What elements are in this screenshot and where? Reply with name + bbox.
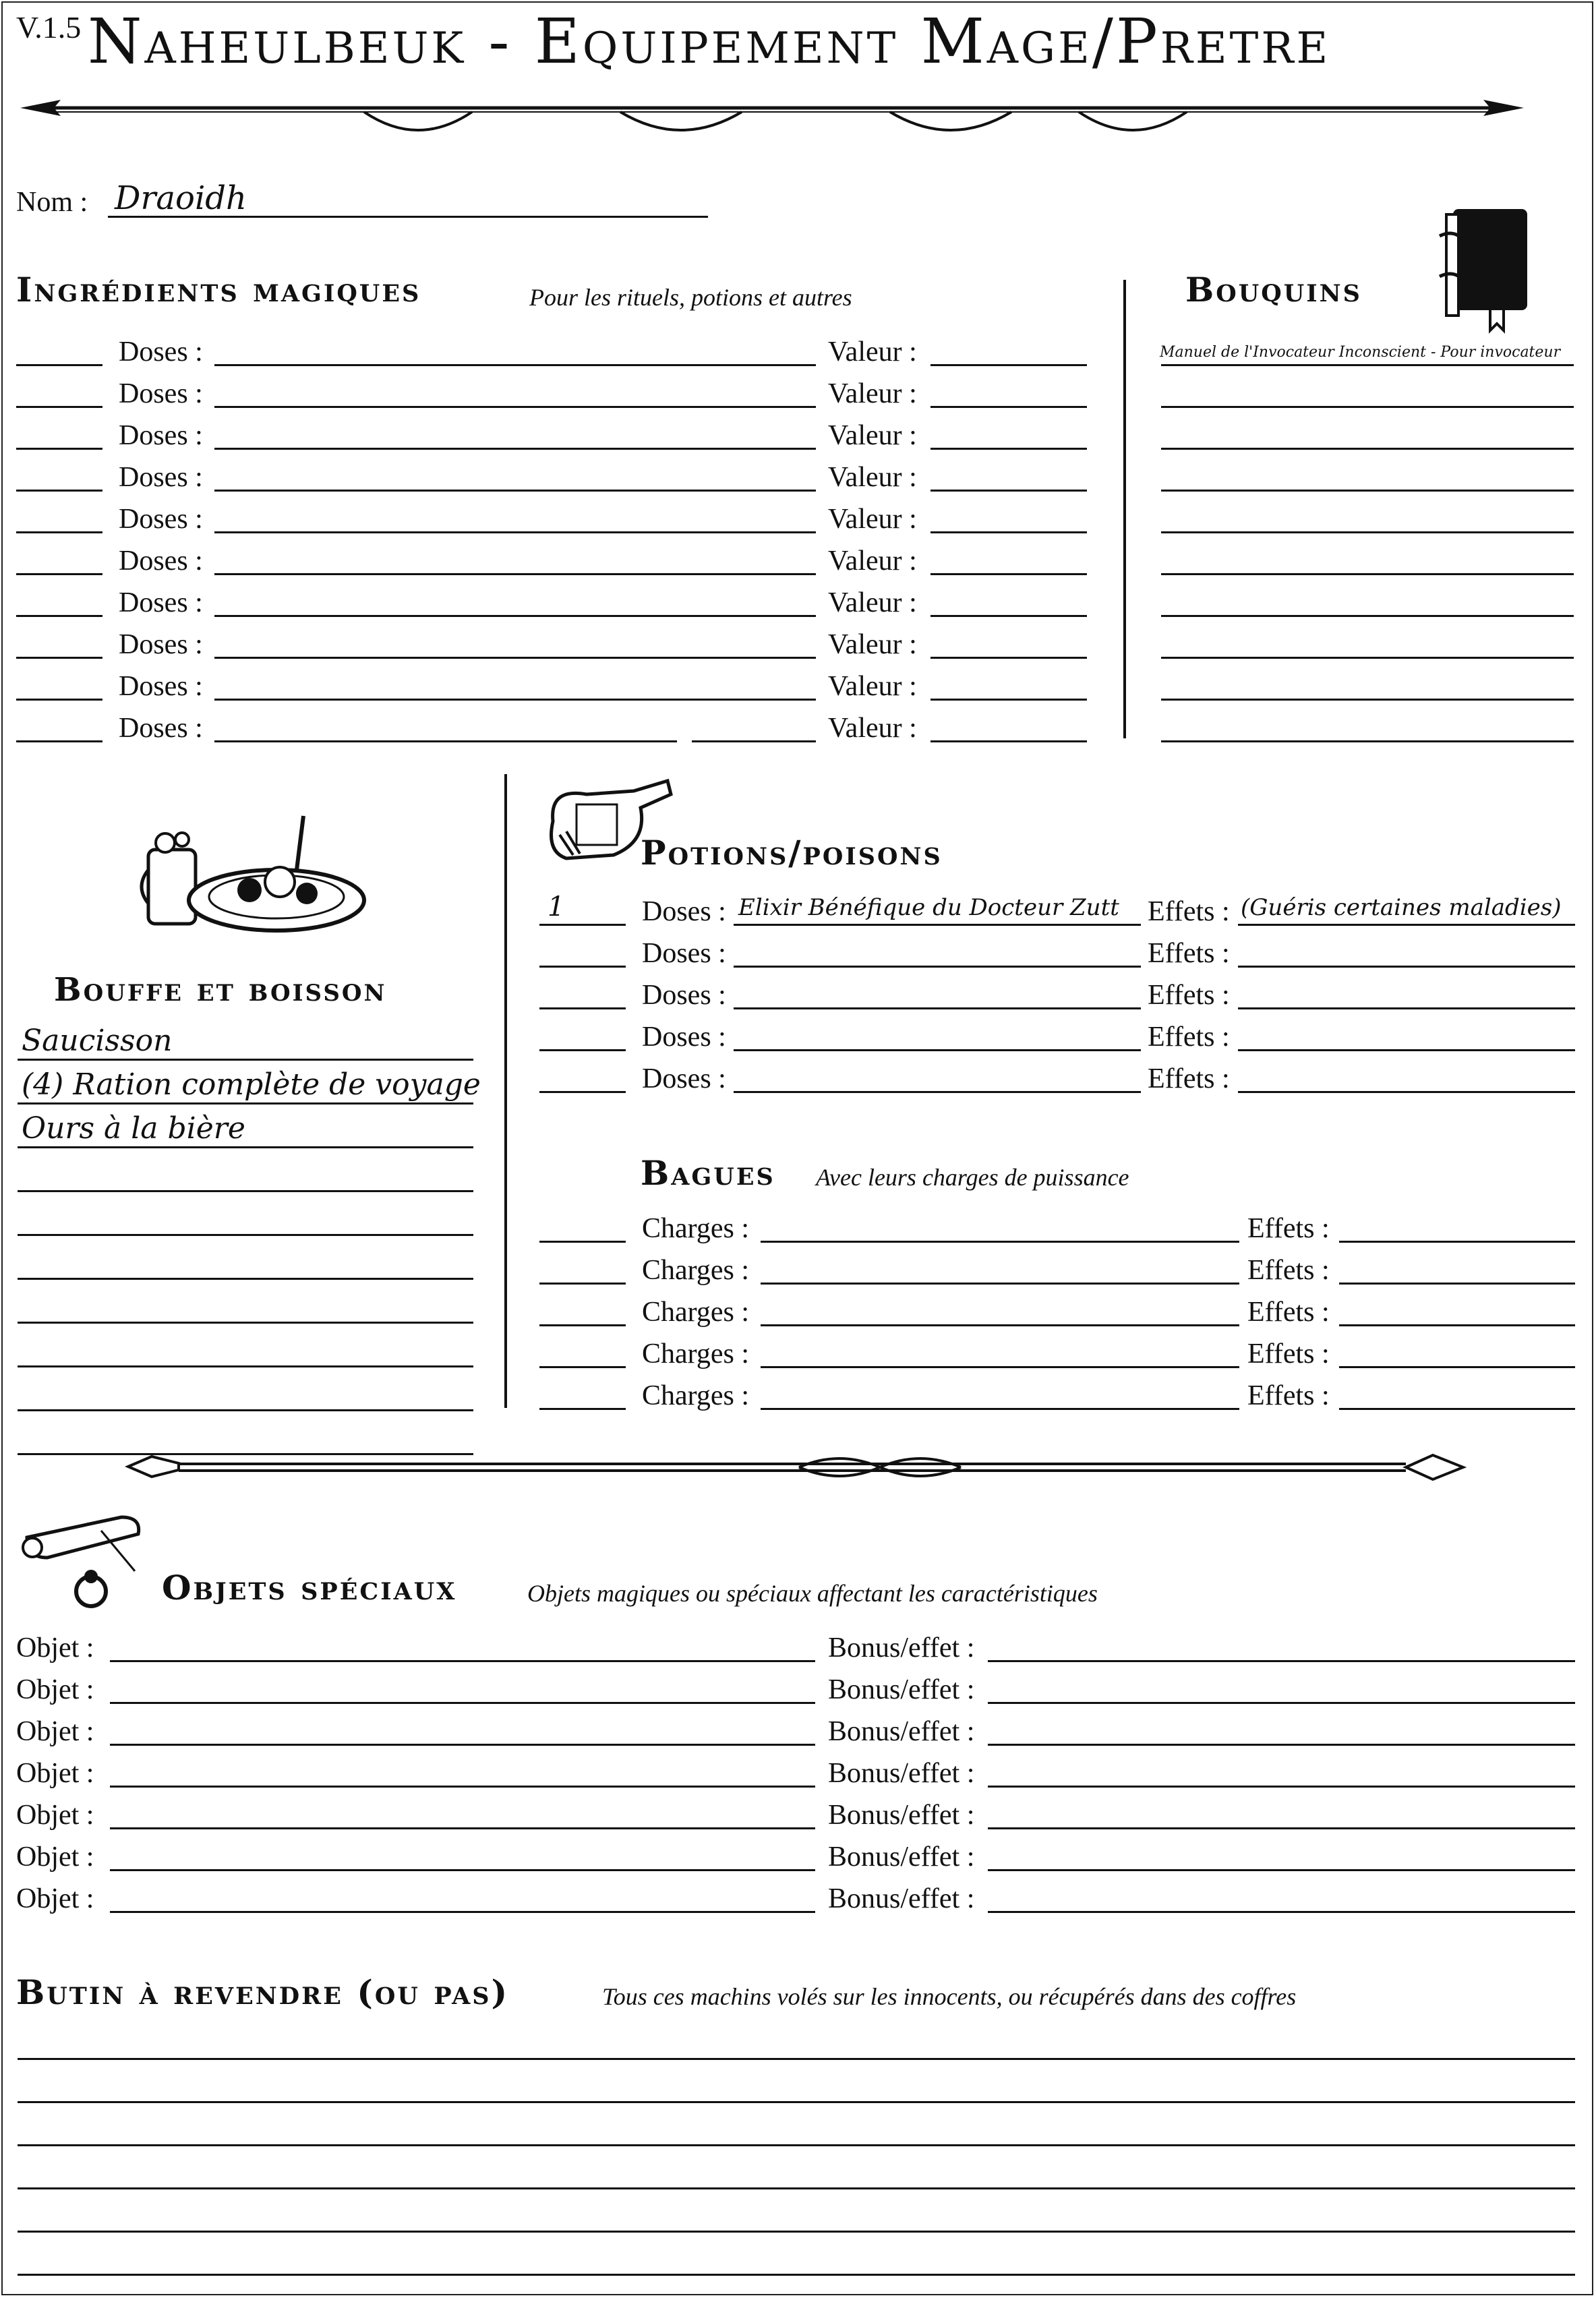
potion-name-line — [734, 966, 1141, 968]
bouquin-line[interactable] — [1161, 657, 1574, 659]
bouffe-line — [18, 1190, 473, 1192]
objet-line[interactable] — [110, 1827, 815, 1829]
objets-subtitle: Objets magiques ou spéciaux affectant les caractéristiques — [527, 1580, 1098, 1607]
bouquin-line[interactable] — [1161, 615, 1574, 617]
potion-effets-label: Effets : — [1148, 938, 1230, 969]
objet-label: Objet : — [16, 1842, 94, 1873]
potion-qty-line — [539, 924, 626, 926]
bague-effets-label: Effets : — [1247, 1213, 1330, 1244]
ingredient-doses-label: Doses : — [119, 378, 203, 409]
bague-effets-line[interactable] — [1339, 1324, 1575, 1326]
potion-effet-line — [1238, 924, 1575, 926]
butin-line[interactable] — [18, 2144, 1575, 2146]
bague-effets-line[interactable] — [1339, 1366, 1575, 1368]
potion-effets-label: Effets : — [1148, 1063, 1230, 1094]
ingredient-valeur-label: Valeur : — [828, 420, 917, 451]
butin-line[interactable] — [18, 2274, 1575, 2276]
name-value[interactable]: Draoidh — [115, 179, 247, 217]
bouffe-title: Bouffe et boisson — [54, 971, 387, 1009]
potion-effet-line — [1238, 1091, 1575, 1093]
bague-qty-line[interactable] — [539, 1324, 626, 1326]
potion-effet-line — [1238, 966, 1575, 968]
ingredient-valeur-line[interactable] — [930, 531, 1087, 533]
bague-charges-label: Charges : — [642, 1213, 750, 1244]
objet-line[interactable] — [110, 1911, 815, 1913]
bague-charges-label: Charges : — [642, 1297, 750, 1328]
ingredient-name-line[interactable] — [214, 531, 816, 533]
ingredient-doses-label: Doses : — [119, 336, 203, 367]
bonus-label: Bonus/effet : — [828, 1800, 975, 1831]
potion-name[interactable]: Elixir Bénéfique du Docteur Zutt — [738, 894, 1119, 921]
food-icon — [135, 802, 371, 944]
bague-charges-line[interactable] — [761, 1324, 1239, 1326]
ingredient-qty-line[interactable] — [16, 490, 102, 492]
bouffe-line — [18, 1278, 473, 1280]
objet-label: Objet : — [16, 1674, 94, 1705]
ingredient-qty-line[interactable] — [16, 364, 102, 366]
potion-effet-line — [1238, 1007, 1575, 1009]
bagues-subtitle: Avec leurs charges de puissance — [816, 1164, 1129, 1191]
bague-qty-line[interactable] — [539, 1408, 626, 1410]
ingredient-doses-label: Doses : — [119, 462, 203, 493]
ingredient-doses-label: Doses : — [119, 546, 203, 577]
potion-name-line — [734, 1007, 1141, 1009]
potion-effets-label: Effets : — [1148, 1022, 1230, 1053]
ingredient-name-line[interactable] — [214, 740, 677, 742]
ingredient-valeur-line[interactable] — [930, 406, 1087, 408]
objet-label: Objet : — [16, 1632, 94, 1663]
objet-line[interactable] — [110, 1660, 815, 1662]
potion-doses-label: Doses : — [642, 938, 726, 969]
bouffe-entry[interactable]: (4) Ration complète de voyage — [22, 1067, 481, 1102]
butin-line[interactable] — [18, 2058, 1575, 2060]
version-label: V.1.5 — [16, 10, 82, 45]
bouffe-entry[interactable]: Ours à la bière — [22, 1111, 245, 1146]
bonus-label: Bonus/effet : — [828, 1842, 975, 1873]
butin-title: Butin à revendre (ou pas) — [16, 1972, 510, 2012]
bague-charges-label: Charges : — [642, 1380, 750, 1411]
bonus-line[interactable] — [988, 1869, 1575, 1871]
ingredient-qty-line[interactable] — [16, 448, 102, 450]
ingredient-valeur-label: Valeur : — [828, 462, 917, 493]
bouffe-line — [18, 1146, 473, 1148]
bonus-label: Bonus/effet : — [828, 1674, 975, 1705]
bague-effets-line[interactable] — [1339, 1408, 1575, 1410]
bouquin-line[interactable] — [1161, 448, 1574, 450]
ingredient-valeur-label: Valeur : — [828, 713, 917, 744]
bouquin-line[interactable] — [1161, 531, 1574, 533]
potion-doses-label: Doses : — [642, 896, 726, 927]
butin-subtitle: Tous ces machins volés sur les innocents, ou récupérés dans des coffres — [602, 1983, 1297, 2010]
potion-qty-line — [539, 1049, 626, 1051]
bouquin-line[interactable] — [1161, 699, 1574, 701]
bague-qty-line[interactable] — [539, 1366, 626, 1368]
bonus-label: Bonus/effet : — [828, 1883, 975, 1914]
bouquins-title: Bouquins — [1185, 270, 1362, 310]
objet-label: Objet : — [16, 1716, 94, 1747]
bonus-label: Bonus/effet : — [828, 1716, 975, 1747]
ingredient-qty-line[interactable] — [16, 699, 102, 701]
potion-effet[interactable]: (Guéris certaines maladies) — [1241, 894, 1562, 921]
bouquin-line[interactable] — [1161, 573, 1574, 575]
ingredient-name-line[interactable] — [214, 699, 816, 701]
bonus-label: Bonus/effet : — [828, 1632, 975, 1663]
ingredient-name-line-2[interactable] — [692, 740, 816, 742]
ingredient-qty-line[interactable] — [16, 531, 102, 533]
objet-line[interactable] — [110, 1702, 815, 1704]
bouffe-entry[interactable]: Saucisson — [22, 1024, 173, 1058]
spear-divider-icon — [13, 88, 1531, 142]
objets-title: Objets spéciaux — [162, 1568, 457, 1608]
ingredient-valeur-label: Valeur : — [828, 336, 917, 367]
ingredient-qty-line[interactable] — [16, 615, 102, 617]
objet-label: Objet : — [16, 1800, 94, 1831]
bague-effets-label: Effets : — [1247, 1338, 1330, 1369]
potion-qty-line — [539, 1091, 626, 1093]
ingredient-doses-label: Doses : — [119, 587, 203, 618]
ingredient-doses-label: Doses : — [119, 504, 203, 535]
ingredient-valeur-label: Valeur : — [828, 629, 917, 660]
potion-doses-label: Doses : — [642, 1063, 726, 1094]
bague-effets-label: Effets : — [1247, 1297, 1330, 1328]
bague-charges-label: Charges : — [642, 1338, 750, 1369]
objet-label: Objet : — [16, 1883, 94, 1914]
ingredients-title: Ingrédients magiques — [16, 270, 421, 310]
potion-doses-label: Doses : — [642, 1022, 726, 1053]
bague-charges-line[interactable] — [761, 1366, 1239, 1368]
ingredient-valeur-line[interactable] — [930, 699, 1087, 701]
ingredient-valeur-label: Valeur : — [828, 587, 917, 618]
ingredient-name-line[interactable] — [214, 448, 816, 450]
bague-charges-label: Charges : — [642, 1255, 750, 1286]
bouffe-divider — [504, 774, 507, 1408]
bonus-line[interactable] — [988, 1827, 1575, 1829]
objet-line[interactable] — [110, 1869, 815, 1871]
bouquin-entry-1[interactable]: Manuel de l'Invocateur Inconscient - Pour invocateur — [1160, 344, 1561, 361]
bonus-line[interactable] — [988, 1702, 1575, 1704]
bouquin-line[interactable] — [1161, 740, 1574, 742]
ingredient-qty-line[interactable] — [16, 657, 102, 659]
bonus-label: Bonus/effet : — [828, 1758, 975, 1789]
bague-charges-line[interactable] — [761, 1283, 1239, 1285]
ingredient-doses-label: Doses : — [119, 629, 203, 660]
bague-effets-line[interactable] — [1339, 1283, 1575, 1285]
bouquin-line[interactable] — [1161, 364, 1574, 366]
potion-effets-label: Effets : — [1148, 980, 1230, 1011]
ingredient-valeur-line[interactable] — [930, 448, 1087, 450]
potion-name-line — [734, 1091, 1141, 1093]
bouffe-line — [18, 1322, 473, 1324]
potion-qty-line — [539, 966, 626, 968]
ingredient-name-line[interactable] — [214, 615, 816, 617]
bague-qty-line[interactable] — [539, 1283, 626, 1285]
bague-charges-line[interactable] — [761, 1241, 1239, 1243]
bouffe-line — [18, 1234, 473, 1236]
bouffe-line — [18, 1365, 473, 1367]
ingredient-doses-label: Doses : — [119, 713, 203, 744]
bague-qty-line[interactable] — [539, 1241, 626, 1243]
bagues-title: Bagues — [641, 1153, 775, 1193]
bonus-line[interactable] — [988, 1911, 1575, 1913]
potion-name-line — [734, 924, 1141, 926]
bague-effets-line[interactable] — [1339, 1241, 1575, 1243]
ingredient-valeur-line[interactable] — [930, 490, 1087, 492]
page-title: Naheulbeuk - Equipement Mage/Pretre — [88, 5, 1331, 78]
bonus-line[interactable] — [988, 1744, 1575, 1746]
ingredient-valeur-line[interactable] — [930, 657, 1087, 659]
name-label: Nom : — [16, 187, 88, 218]
ingredient-name-line[interactable] — [214, 490, 816, 492]
potions-title: Potions/poisons — [641, 833, 943, 873]
ingredient-valeur-line[interactable] — [930, 364, 1087, 366]
ingredient-valeur-label: Valeur : — [828, 378, 917, 409]
potion-name-line — [734, 1049, 1141, 1051]
butin-line[interactable] — [18, 2187, 1575, 2189]
potion-qty[interactable]: 1 — [548, 891, 565, 922]
bague-effets-label: Effets : — [1247, 1380, 1330, 1411]
bouffe-line — [18, 1102, 473, 1104]
potion-effets-label: Effets : — [1148, 896, 1230, 927]
staff-divider-icon — [125, 1443, 1467, 1490]
potion-doses-label: Doses : — [642, 980, 726, 1011]
ingredient-valeur-line[interactable] — [930, 573, 1087, 575]
bouquin-line[interactable] — [1161, 406, 1574, 408]
ingredient-qty-line[interactable] — [16, 573, 102, 575]
ingredient-valeur-line[interactable] — [930, 740, 1087, 742]
bouquin-line[interactable] — [1161, 490, 1574, 492]
ingredient-name-line[interactable] — [214, 364, 816, 366]
objet-line[interactable] — [110, 1786, 815, 1788]
butin-line[interactable] — [18, 2231, 1575, 2233]
ingredient-name-line[interactable] — [214, 657, 816, 659]
potion-effet-line — [1238, 1049, 1575, 1051]
scroll-ring-icon — [13, 1510, 155, 1618]
ingredient-doses-label: Doses : — [119, 671, 203, 702]
ingredient-valeur-label: Valeur : — [828, 504, 917, 535]
ingredient-qty-line[interactable] — [16, 740, 102, 742]
ingredient-valeur-label: Valeur : — [828, 671, 917, 702]
butin-line[interactable] — [18, 2101, 1575, 2103]
ingredient-doses-label: Doses : — [119, 420, 203, 451]
bague-effets-label: Effets : — [1247, 1255, 1330, 1286]
bonus-line[interactable] — [988, 1786, 1575, 1788]
ingredient-valeur-label: Valeur : — [828, 546, 917, 577]
bouffe-line — [18, 1409, 473, 1411]
bouffe-line — [18, 1059, 473, 1061]
objet-label: Objet : — [16, 1758, 94, 1789]
potion-qty-line — [539, 1007, 626, 1009]
name-line — [108, 216, 708, 218]
ingredient-qty-line[interactable] — [16, 406, 102, 408]
ingredient-name-line[interactable] — [214, 406, 816, 408]
objet-line[interactable] — [110, 1744, 815, 1746]
ingredients-divider — [1123, 280, 1126, 738]
ingredient-name-line[interactable] — [214, 573, 816, 575]
ingredient-valeur-line[interactable] — [930, 615, 1087, 617]
book-icon — [1436, 196, 1544, 337]
bague-charges-line[interactable] — [761, 1408, 1239, 1410]
bonus-line[interactable] — [988, 1660, 1575, 1662]
ingredients-subtitle: Pour les rituels, potions et autres — [529, 284, 852, 311]
